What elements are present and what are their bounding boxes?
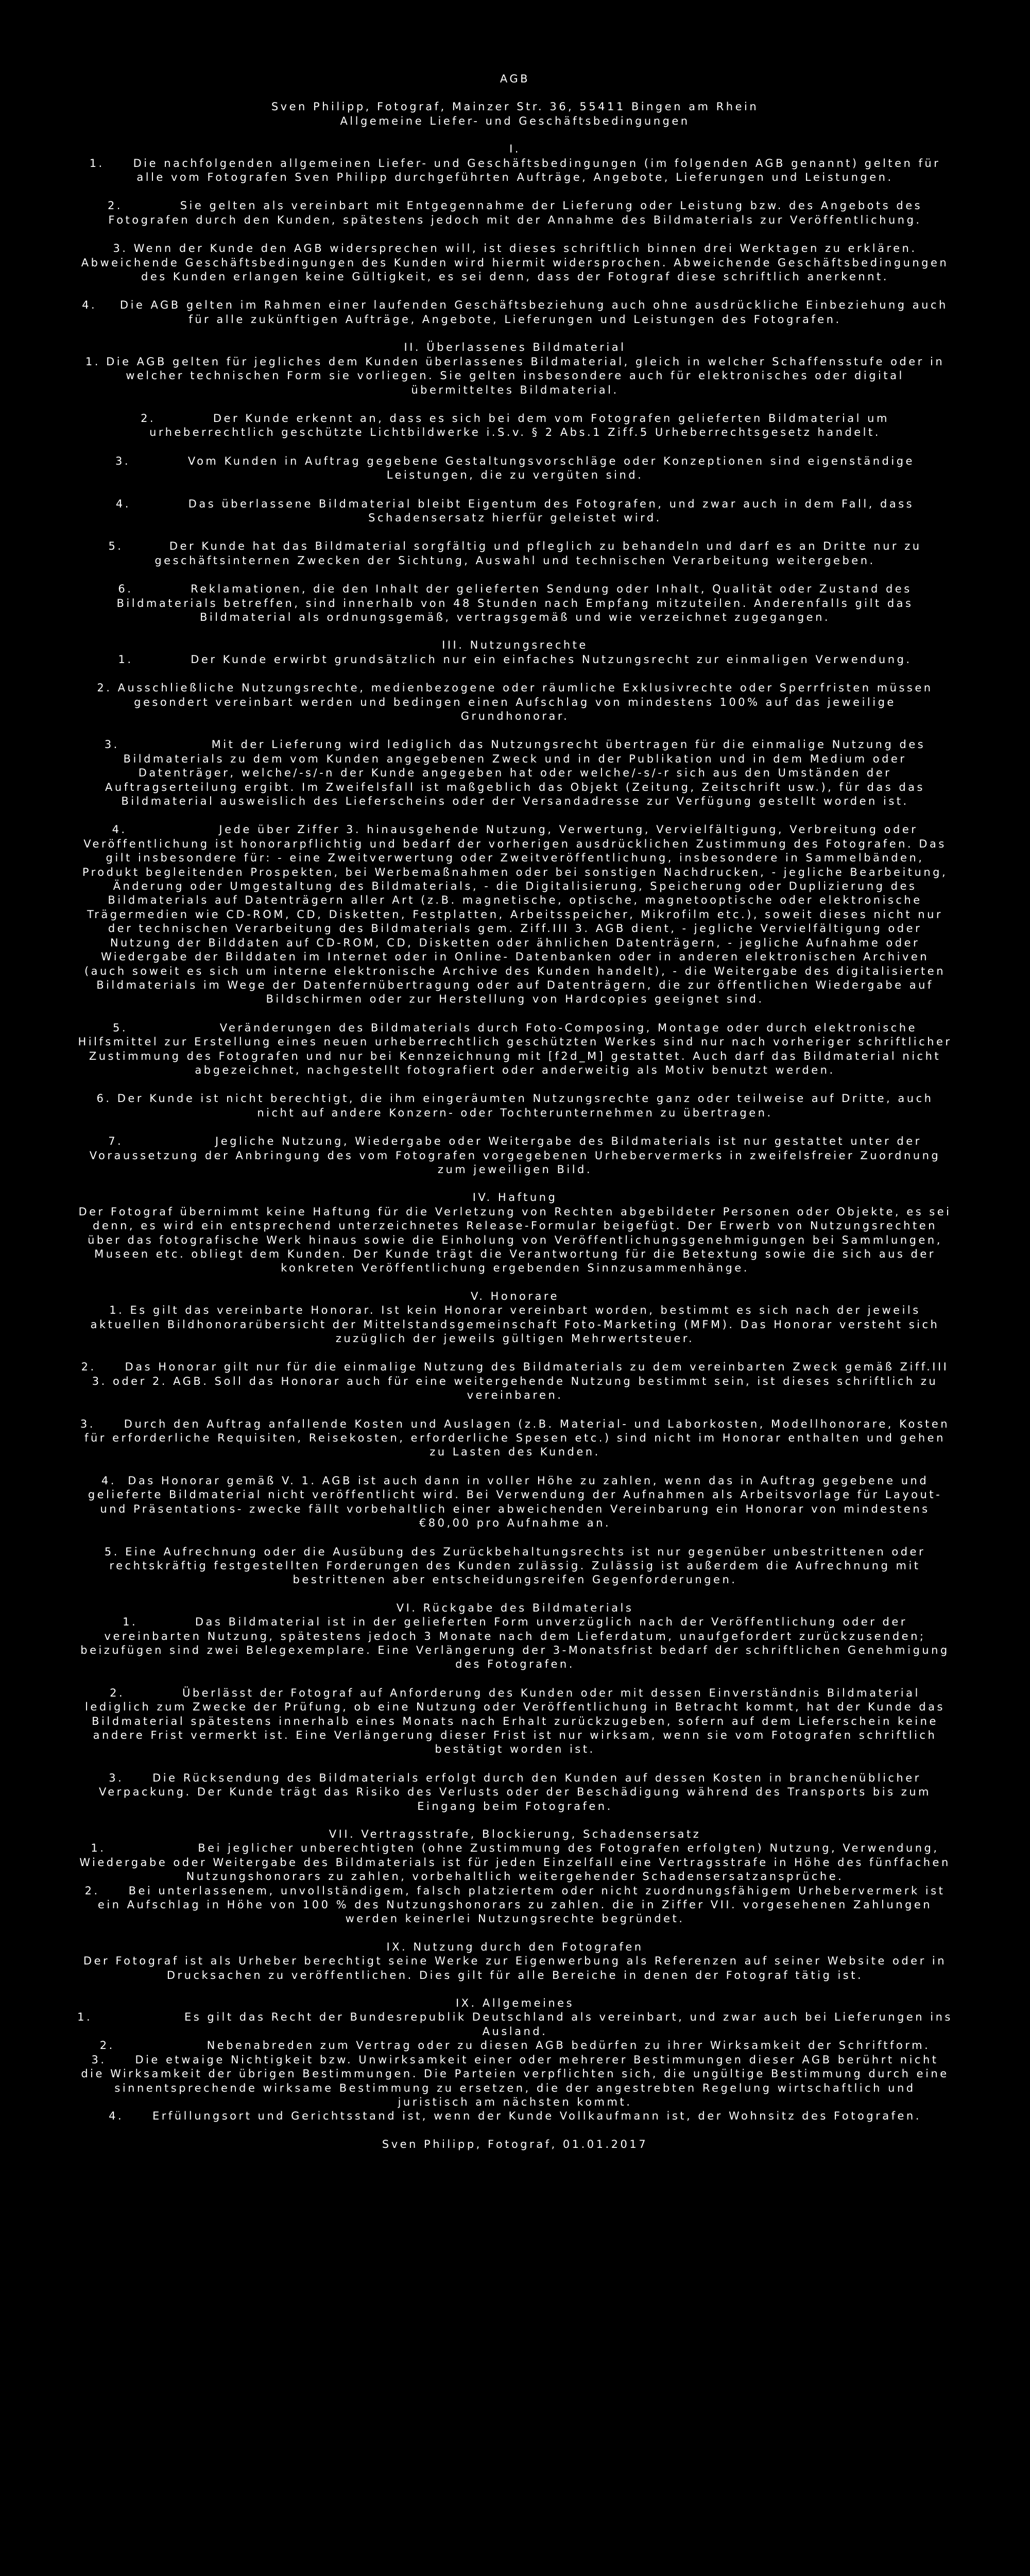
document-title: AGB [500,73,530,85]
section [77,638,958,1177]
section-paragraph: 3. Wenn der Kunde den AGB widersprechen will, ist dieses schriftlich binnen drei Werktagen zu erklären. Abweichende Geschäftsbedingungen des Kunden wird hiermit widersprochen. Abweichende Geschäftsbedingungen des Kunden erlangen keine Gültigkeit, es sei denn, dass der Fotograf diese schriftlich anerkennt. [81,242,955,283]
section-heading: I. [509,143,521,156]
section [77,341,953,624]
section-paragraph: 1. Die AGB gelten für jegliches dem Kunden überlassenes Bildmaterial, gleich in welcher Schaffensstufe oder in welcher technischen Form sie vorliegen. Sie gelten insbesondere auch für elektronisches oder digital übermitteltes Bildmaterial. [85,355,951,396]
section-paragraph: 2. Der Kunde erkennt an, dass es sich bei dem vom Fotografen gelieferten Bildmaterial um urheberrechtlich geschützte Lichtbildwerke i.S.v. § 2 Abs.1 Ziff.5 Urheberrechtsgesetz handelt. [141,412,896,439]
section-paragraph: 2. Sie gelten als vereinbart mit Entgegennahme der Lieferung oder Leistung bzw. des Angebots des Fotografen durch den Kunden, spätestens jedoch mit der Annahme des Bildmaterials zur Veröffentlichung. [107,199,929,226]
section [77,142,953,327]
section-heading: VII. Vertragsstrafe, Blockierung, Schadensersatz [329,1828,701,1840]
section-paragraph: 5. Eine Aufrechnung oder die Ausübung des Zurückbehaltungsrechts ist nur gegenüber unbestrittenen oder rechtskräftig festgestellten Forderungen des Kunden zulässig. Zulässig ist außerdem die Aufrechnung mit bestrittenen aber entscheidungsreifen Gegenforderungen. [104,1545,932,1586]
section-paragraph: 2. Überlässt der Fotograf auf Anforderung des Kunden oder mit dessen Einverständnis Bildmaterial lediglich zum Zwecke der Prüfung, ob eine Nutzung oder Veröffentlichung in Betracht kommt, hat der Kunde das Bildmaterial spätestens innerhalb eines Monats nach Erhalt zurückzugeben, sofern auf dem Lieferschein keine andere Frist vermerkt ist. Eine Verlängerung dieser Frist ist nur wirksam, wenn sie vom Fotografen schriftlich bestätigt worden ist. [85,1686,951,1756]
section-paragraph: 3. Durch den Auftrag anfallende Kosten und Auslagen (z.B. Material- und Laborkosten, Modellhonorare, Kosten für erforderliche Requisiten, Reisekosten, erforderliche Spesen etc.) sind nicht im Honorar enthalten und gehen zu Lasten des Kunden. [80,1417,956,1459]
section-paragraph: 4. Jede über Ziffer 3. hinausgehende Nutzung, Verwertung, Vervielfältigung, Verbreitung oder Veröffentlichung ist honorarpflichtig und bedarf der vorherigen ausdrücklichen Zustimmung des Fotografen. Das gilt insbesondere für: - eine Zweitverwertung oder Zweitveröffentlichung, insbesondere in Sammelbänden, Produkt begleitenden Prospekten, bei Werbemaßnahmen oder bei sonstigen Nachdrucken, - jegliche Bearbeitung, Änderung oder Umgestaltung des Bildmaterials, - die Digitalisierung, Speicherung oder Duplizierung des Bildmaterials auf Datenträgern aller Art (z.B. magnetische, optische, magnetooptische oder elektronische Trägermedien wie CD-ROM, CD, Disketten, Festplatten, Arbeitsspeicher, Mikrofilm etc.), soweit dieses nicht nur der technischen Verarbeitung des Bildmaterials gem. Ziff.III 3. AGB dient, - jegliche Vervielfältigung oder Nutzung der Bilddaten auf CD-ROM, CD, Disketten oder ähnlichen Datenträgern, - jegliche Aufnahme oder Wiedergabe der Bilddaten im Internet oder in Online- Datenbanken oder in anderen elektronischen Archiven (auch soweit es sich um interne elektronische Archive des Kunden handelt), - die Weitergabe des digitalisierten Bildmaterials im Wege der Datenfernübertragung oder auf Datenträgern, die zur öffentlichen Wiedergabe auf Bildschirmen oder zur Herstellung von Hardcopies geeignet sind. [82,823,954,1006]
section-paragraph: 2. Bei unterlassenem, unvollständigem, falsch platziertem oder nicht zuordnungsfähigem Urhebervermerk ist ein Aufschlag in Höhe von 100 % des Nutzungshonorars zu zahlen. die in Ziffer VII. vorgesehenen Zahlungen werden keinerlei Nutzungsrechte begründet. [84,1884,951,1925]
section-paragraph: 6. Reklamationen, die den Inhalt der gelieferten Sendung oder Inhalt, Qualität oder Zustand des Bildmaterials betreffen, sind innerhalb von 48 Stunden nach Empfang mitzuteilen. Anderenfalls gilt das Bildmaterial als ordnungsgemäß, vertragsgemäß und wie verzeichnet zugegangen. [116,583,919,623]
section [77,1996,959,2124]
section-paragraph: 3. Vom Kunden in Auftrag gegebene Gestaltungsvorschläge oder Konzeptionen sind eigenständige Leistungen, die zu vergüten sind. [115,454,921,482]
section-heading: V. Honorare [471,1290,559,1302]
terms-document [77,72,959,2151]
section-paragraph: 4. Das überlassene Bildmaterial bleibt Eigentum des Fotografen, und zwar auch in dem Fall, dass Schadensersatz hierfür geleistet wird. [115,497,920,524]
section-paragraph: 2. Nebenabreden zum Vertrag oder zu diesen AGB bedürfen zu ihrer Wirksamkeit der Schriftform. [99,2039,931,2052]
section-paragraph: 7. Jegliche Nutzung, Wiedergabe oder Weitergabe des Bildmaterials ist nur gestattet unter der Voraussetzung der Anbringung des vom Fotografen vorgegebenen Urhebervermerks in zweifelsfreier Zuordnung zum jeweiligen Bild. [89,1135,947,1176]
section-heading: IX. Allgemeines [455,1997,575,2010]
section-paragraph: 1. Es gilt das Recht der Bundesrepublik Deutschland als vereinbart, und zwar auch bei Lieferungen ins Ausland. [77,2011,959,2038]
signature-line: Sven Philipp, Fotograf, 01.01.2017 [382,2138,648,2150]
section-paragraph: 2. Das Honorar gilt nur für die einmalige Nutzung des Bildmaterials zu dem vereinbarten Zweck gemäß Ziff.III 3. oder 2. AGB. Soll das Honorar auch für eine weitergehende Nutzung bestimmt sein, ist dieses schriftlich zu vereinbaren. [81,1361,955,1402]
section-paragraph: Der Fotograf ist als Urheber berechtigt seine Werke zur Eigenwerbung als Referenzen auf seiner Website oder in Drucksachen zu veröffentlichen. Dies gilt für alle Bereiche in denen der Fotograf tätig ist. [83,1955,953,1981]
section-paragraph: 4. Das Honorar gemäß V. 1. AGB ist auch dann in voller Höhe zu zahlen, wenn das in Auftrag gegebene und gelieferte Bildmaterial nicht veröffentlicht wird. Bei Verwendung der Aufnahmen als Arbeitsvorlage für Layout- und Präsentations- zwecke fällt vorbehaltlich einer abweichenden Vereinbarung ein Honorar von mindestens €80,00 pro Aufnahme an. [88,1474,948,1530]
section-paragraph: 1. Es gilt das vereinbarte Honorar. Ist kein Honorar vereinbart worden, bestimmt es sich nach der jeweils aktuellen Bildhonorarübersicht der Mittelstandsgemeinschaft Foto-Marketing (MFM). Das Honorar versteht sich zuzüglich der jeweils gültigen Mehrwertsteuer. [90,1304,946,1345]
section-heading: IX. Nutzung durch den Fotografen [386,1940,644,1953]
section-paragraph: 1. Die nachfolgenden allgemeinen Liefer- und Geschäftsbedingungen (im folgenden AGB genannt) gelten für alle vom Fotografen Sven Philipp durchgeführten Aufträge, Angebote, Lieferungen und Leistungen. [89,157,947,184]
section-paragraph: 4. Erfüllungsort und Gerichtsstand ist, wenn der Kunde Vollkaufmann ist, der Wohnsitz des Fotografen. [109,2110,921,2123]
section [77,1827,956,1926]
section-paragraph: 6. Der Kunde ist nicht berechtigt, die ihm eingeräumten Nutzungsrechte ganz oder teilweise auf Dritte, auch nicht auf andere Konzern- oder Tochterunternehmen zu übertragen. [96,1092,939,1119]
section-heading: VI. Rückgabe des Bildmaterials [396,1601,634,1614]
section [77,1191,957,1275]
section-paragraph: 2. Ausschließliche Nutzungsrechte, medienbezogene oder räumliche Exklusivrechte oder Sperrfristen müssen gesondert vereinbart werden und bedingen einen Aufschlag von mindestens 100% auf das jeweilige Grundhonorar. [97,682,939,722]
section-paragraph: 4. Die AGB gelten im Rahmen einer laufenden Geschäftsbeziehung auch ohne ausdrückliche Einbeziehung auch für alle zukünftigen Aufträge, Angebote, Lieferungen und Leistungen des Fotografen. [82,299,954,326]
company-address-line: Sven Philipp, Fotograf, Mainzer Str. 36, 55411 Bingen am Rhein [271,100,759,113]
document-subtitle: Allgemeine Liefer- und Geschäftsbedingungen [340,114,690,127]
section-paragraph: Der Fotograf übernimmt keine Haftung für die Verletzung von Rechten abgebildeter Personen oder Objekte, es sei denn, es wird ein entsprechend unterzeichnetes Release-Formular beigefügt. Der Erwerb von Nutzungsrechten über das fotografische Werk hinaus sowie die Einholung von Veröffentlichungsgenehmigungen bei Sammlungen, Museen etc. obliegt dem Kunden. Der Kunde trägt die Verantwortung für die Betextung sowie die sich aus der konkreten Veröffentlichung ergebenden Sinnzusammenhänge. [78,1205,957,1275]
section-paragraph: 5. Der Kunde hat das Bildmaterial sorgfältig und pfleglich zu behandeln und darf es an Dritte nur zu geschäftsinternen Zwecken der Sichtung, Auswahl und technischen Verarbeitung weitergeben. [108,540,928,567]
section-paragraph: 3. Die Rücksendung des Bildmaterials erfolgt durch den Kunden auf dessen Kosten in branchenüblicher Verpackung. Der Kunde trägt das Risiko des Verlusts oder der Beschädigung während des Transports bis zum Eingang beim Fotografen. [99,1771,937,1812]
section-heading: II. Überlassenes Bildmaterial [404,341,626,354]
section [77,1940,953,1982]
section-paragraph: 3. Die etwaige Nichtigkeit bzw. Unwirksamkeit einer oder mehrerer Bestimmungen dieser AGB berührt nicht die Wirksamkeit der übrigen Bestimmungen. Die Parteien verpflichten sich, die ungültige Bestimmung durch eine sinnentsprechende wirksame Bestimmung zu ersetzen, die der angestrebten Regelung wirtschaftlich und juristisch am nächsten kommt. [81,2053,955,2108]
section-heading: IV. Haftung [472,1191,558,1204]
section [77,1290,956,1587]
section-paragraph: 1. Das Bildmaterial ist in der gelieferten Form unverzüglich nach der Veröffentlichung oder der vereinbarten Nutzung, spätestens jedoch 3 Monate nach dem Lieferdatum, unaufgefordert zurückzusenden; beizufügen sind zwei Belegexemplare. Eine Verlängerung der 3-Monatsfrist bedarf der schriftlichen Genehmigung des Fotografen. [80,1616,955,1671]
section-paragraph: 1. Der Kunde erwirbt grundsätzlich nur ein einfaches Nutzungsrecht zur einmaligen Verwendung. [118,653,912,666]
section-paragraph: 5. Veränderungen des Bildmaterials durch Foto-Composing, Montage oder durch elektronische Hilfsmittel zur Erstellung eines neuen urheberrechtlich geschützten Werkes sind nur nach vorheriger schriftlicher Zustimmung des Fotografen und nur bei Kennzeichnung mit [f2d_M] gestattet. Auch darf das Bildmaterial nicht abgezeichnet, nachgestellt fotografiert oder anderweitig als Motiv benutzt werden. [78,1021,958,1076]
sections-container [77,142,959,2124]
section-heading: III. Nutzungsrechte [442,639,588,652]
section-paragraph: 1. Bei jeglicher unberechtigten (ohne Zustimmung des Fotografen erfolgten) Nutzung, Verwendung, Wiedergabe oder Weitergabe des Bildmaterials ist für jeden Einzelfall eine Vertragsstrafe in Höhe des fünffachen Nutzungshonorars zu zahlen, vorbehaltlich weitergehender Schadensersatzansprüche. [79,1842,956,1883]
section [77,1601,953,1814]
section-paragraph: 3. Mit der Lieferung wird lediglich das Nutzungsrecht übertragen für die einmalige Nutzung des Bildmaterials zu dem vom Kunden angegebenen Zweck und in der Publikation und in dem Medium oder Datenträger, welche/-s/-n der Kunde angegeben hat oder welche/-s/-r sich aus den Umständen der Auftragserteilung ergibt. Im Zweifelsfall ist maßgeblich das Objekt (Zeitung, Zeitschrift usw.), für das das Bildmaterial ausweislich des Lieferscheins oder der Versandadresse zur Verfügung gestellt worden ist. [104,738,932,808]
